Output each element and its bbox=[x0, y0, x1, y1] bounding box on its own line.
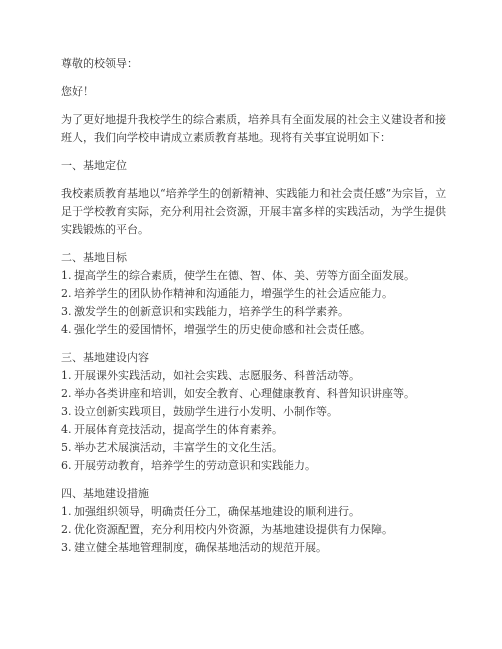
section-heading-measures: 四、基地建设措施 bbox=[61, 487, 149, 500]
list-item-text: 举办艺术展演活动，丰富学生的文化生活。 bbox=[74, 441, 283, 454]
list-item-text: 培养学生的团队协作精神和沟通能力，增强学生的社会适应能力。 bbox=[74, 287, 393, 300]
list-item bbox=[61, 521, 447, 539]
list-item bbox=[61, 367, 447, 385]
list-item-text: 提高学生的综合素质，使学生在德、智、体、美、劳等方面全面发展。 bbox=[74, 269, 415, 282]
list-item bbox=[61, 421, 447, 439]
list-item-text: 激发学生的创新意识和实践能力，培养学生的科学素养。 bbox=[74, 305, 349, 318]
list-item bbox=[61, 503, 447, 521]
list-item bbox=[61, 267, 447, 285]
list-item-number: 3. bbox=[61, 305, 72, 318]
section-heading-goals: 二、基地目标 bbox=[61, 251, 127, 264]
salutation: 尊敬的校领导： bbox=[61, 57, 138, 70]
intro-paragraph: 为了更好地提升我校学生的综合素质，培养具有全面发展的社会主义建设者和接班人，我们向学校申请成立素质教育基地。现将有关事宜说明如下： bbox=[61, 113, 446, 144]
list-item-number: 5. bbox=[61, 441, 72, 454]
section-heading-positioning: 一、基地定位 bbox=[61, 159, 127, 172]
list-item-number: 1. bbox=[61, 269, 72, 282]
list-item bbox=[61, 439, 447, 457]
list-item-number: 3. bbox=[61, 405, 72, 418]
list-item-number: 4. bbox=[61, 423, 72, 436]
list-item-text: 设立创新实践项目，鼓励学生进行小发明、小制作等。 bbox=[74, 405, 338, 418]
section-heading-content: 三、基地建设内容 bbox=[61, 351, 149, 364]
list-item-text: 加强组织领导，明确责任分工，确保基地建设的顺利进行。 bbox=[74, 505, 360, 518]
list-item bbox=[61, 403, 447, 421]
list-item-number: 2. bbox=[61, 523, 72, 536]
list-item bbox=[61, 303, 447, 321]
list-item-text: 优化资源配置，充分利用校内外资源，为基地建设提供有力保障。 bbox=[74, 523, 393, 536]
list-item bbox=[61, 385, 447, 403]
list-item-number: 2. bbox=[61, 387, 72, 400]
list-item-number: 1. bbox=[61, 505, 72, 518]
list-item bbox=[61, 321, 447, 339]
list-item-text: 举办各类讲座和培训，如安全教育、心理健康教育、科普知识讲座等。 bbox=[74, 387, 415, 400]
positioning-paragraph: 我校素质教育基地以“培养学生的创新精神、实践能力和社会责任感”为宗旨，立足于学校教育实际，充分利用社会资源，开展丰富多样的实践活动，为学生提供实践锻炼的平台。 bbox=[61, 187, 447, 236]
list-item-number: 6. bbox=[61, 459, 72, 472]
greeting: 您好！ bbox=[61, 85, 94, 98]
list-item-number: 1. bbox=[61, 369, 72, 382]
list-item-text: 开展课外实践活动，如社会实践、志愿服务、科普活动等。 bbox=[74, 369, 360, 382]
list-item-number: 4. bbox=[61, 323, 72, 336]
list-item-number: 3. bbox=[61, 541, 72, 554]
list-item-text: 强化学生的爱国情怀，增强学生的历史使命感和社会责任感。 bbox=[74, 323, 371, 336]
list-item-number: 2. bbox=[61, 287, 72, 300]
list-item bbox=[61, 457, 447, 475]
list-item-text: 开展劳动教育，培养学生的劳动意识和实践能力。 bbox=[74, 459, 316, 472]
list-item-text: 建立健全基地管理制度，确保基地活动的规范开展。 bbox=[74, 541, 327, 554]
list-item bbox=[61, 539, 447, 557]
list-item bbox=[61, 285, 447, 303]
list-item-text: 开展体育竞技活动，提高学生的体育素养。 bbox=[74, 423, 283, 436]
